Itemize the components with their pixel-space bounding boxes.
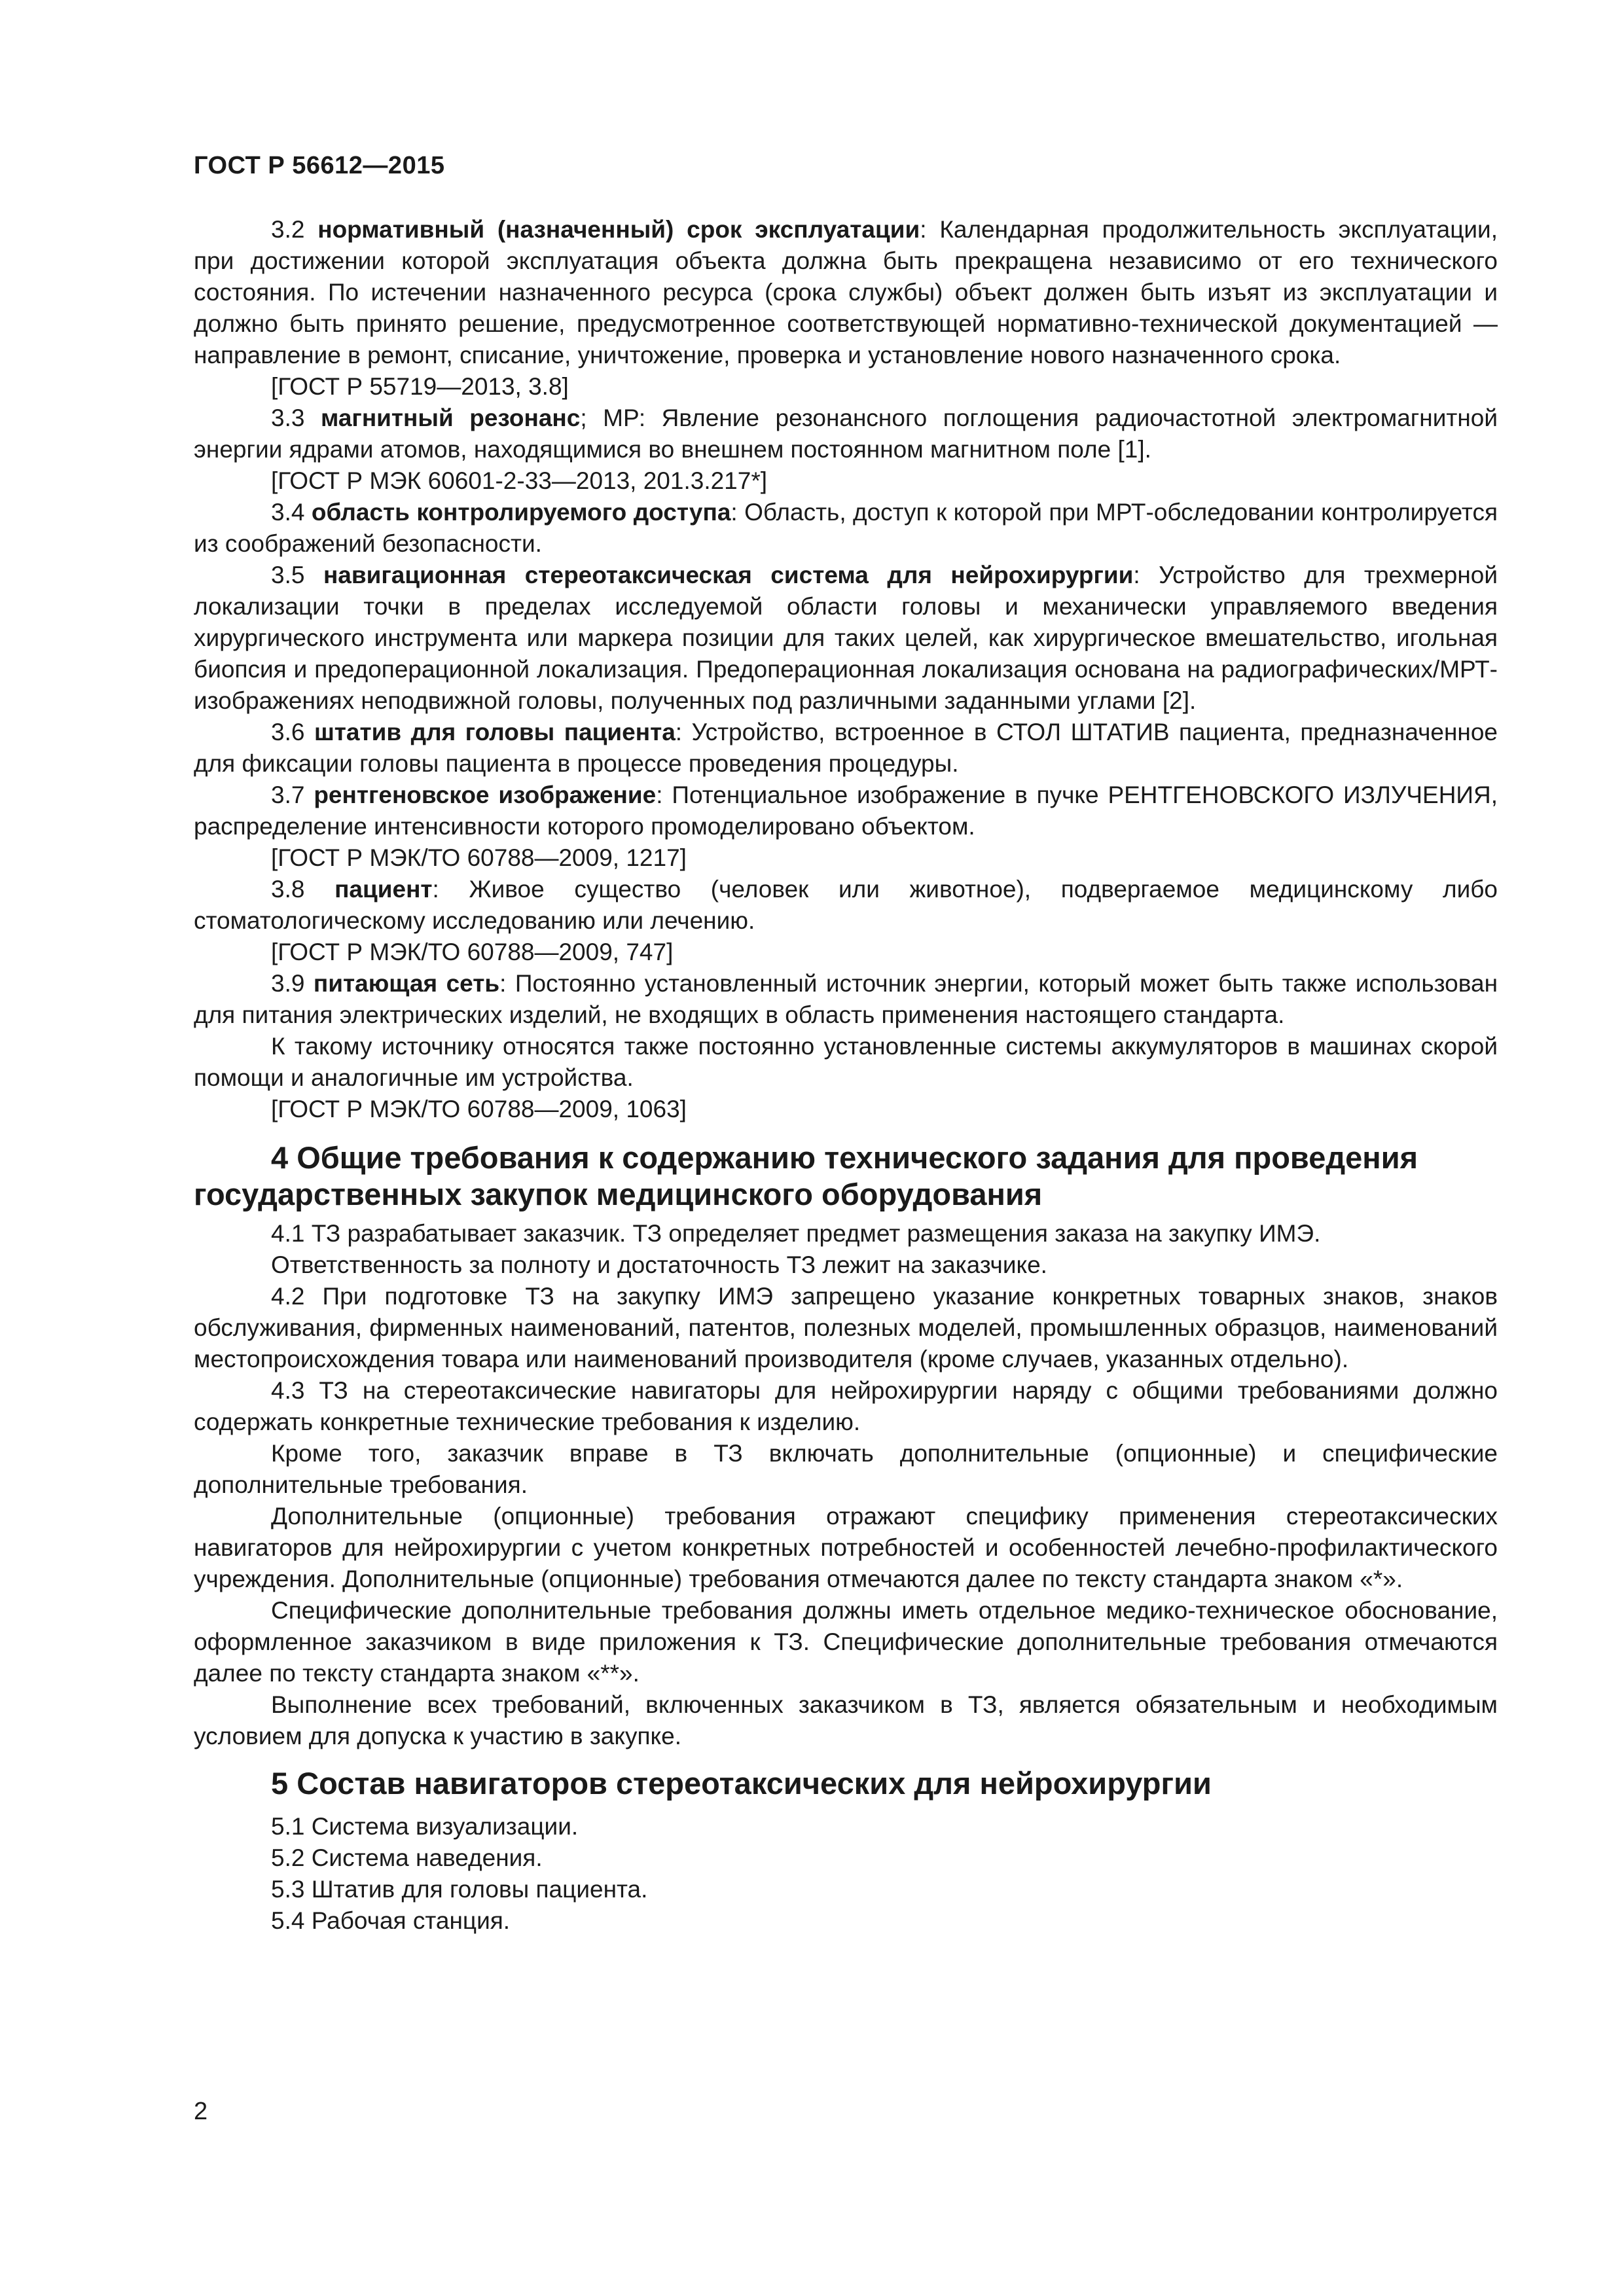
definition-paragraph <box>194 403 1498 465</box>
definition-paragraph <box>194 780 1498 842</box>
body-paragraph: Кроме того, заказчик вправе в ТЗ включать дополнительные (опционные) и специфические дополнительные требования. <box>194 1440 1498 1498</box>
definition-text: Устройство для трехмерной локализации точки в пределах исследуемой области головы и механически управляемого введения хирургического инструмента или маркера позиции для таких целей, как хирургическое вмешательство, игольная биопсия и предоперационной локализация. Предоперационная локализация основана на радиографических/МРТ-изображениях неподвижной головы, полученных под различными заданными углами [2]. <box>194 562 1498 714</box>
body-paragraph: Ответственность за полноту и достаточность ТЗ лежит на заказчике. <box>271 1251 1047 1278</box>
defined-term: область контролируемого доступа <box>311 499 731 526</box>
definition-paragraph <box>194 497 1498 560</box>
definition-paragraph <box>194 874 1498 937</box>
body-paragraph: Выполнение всех требований, включенных заказчиком в ТЗ, является обязательным и необходимым условием для допуска к участию в закупке. <box>194 1691 1498 1749</box>
term-separator: : <box>656 781 663 808</box>
term-separator: : <box>920 216 927 243</box>
definition-paragraph <box>194 214 1498 371</box>
source-reference: [ГОСТ Р МЭК/ТО 60788—2009, 747] <box>271 939 674 965</box>
document-header: ГОСТ Р 56612—2015 <box>194 152 445 179</box>
clause-number: 3.5 <box>271 562 305 588</box>
defined-term: магнитный резонанс <box>320 404 581 431</box>
clause-number: 3.8 <box>271 876 305 903</box>
body-paragraph: 4.1 ТЗ разрабатывает заказчик. ТЗ определяет предмет размещения заказа на закупку ИМЭ. <box>271 1220 1321 1247</box>
defined-term: пациент <box>334 876 433 903</box>
body-paragraph: 5.2 Система наведения. <box>271 1844 543 1871</box>
definition-text: Живое существо (человек или животное), подвергаемое медицинскому либо стоматологическому исследованию или лечению. <box>194 876 1498 934</box>
page-number: 2 <box>194 2098 208 2125</box>
source-reference: [ГОСТ Р МЭК/ТО 60788—2009, 1217] <box>271 844 687 871</box>
definition-paragraph <box>194 717 1498 780</box>
section-heading: 4 Общие требования к содержанию технического задания для проведения государственных закупок медицинского оборудования <box>194 1140 1418 1211</box>
body-paragraph: К такому источнику относятся также постоянно установленные системы аккумуляторов в машинах скорой помощи и аналогичные им устройства. <box>194 1033 1498 1091</box>
definition-text: Календарная продолжительность эксплуатации, при достижении которой эксплуатация объекта должна быть прекращена независимо от его технического состояния. По истечении назначенного ресурса (срока службы) объект должен быть изъят из эксплуатации и должно быть принято решение, предусмотренное соответствующей нормативно-технической документацией — направление в ремонт, списание, уничтожение, проверка и установление нового назначенного срока. <box>194 216 1498 368</box>
body-paragraph: 4.3 ТЗ на стереотаксические навигаторы для нейрохирургии наряду с общими требованиями должно содержать конкретные технические требования к изделию. <box>194 1377 1498 1435</box>
document-body <box>194 214 1498 1937</box>
defined-term: навигационная стереотаксическая система для нейрохирургии <box>323 562 1134 588</box>
defined-term: нормативный (назначенный) срок эксплуатации <box>317 216 920 243</box>
definition-text: Постоянно установленный источник энергии, который может быть также использован для питания электрических изделий, не входящих в область применения настоящего стандарта. <box>194 970 1498 1028</box>
clause-number: 3.2 <box>271 216 305 243</box>
body-paragraph: Специфические дополнительные требования должны иметь отдельное медико-техническое обоснование, оформленное заказчиком в виде приложения к ТЗ. Специфические дополнительные требования отмечаются далее по тексту стандарта знаком «**». <box>194 1597 1498 1687</box>
source-reference: [ГОСТ Р МЭК 60601-2-33—2013, 201.3.217*] <box>271 467 768 494</box>
body-paragraph: 5.4 Рабочая станция. <box>271 1907 511 1934</box>
definition-text: МР: Явление резонансного поглощения радиочастотной электромагнитной энергии ядрами атомов, находящимися во внешнем постоянном магнитном поле [1]. <box>194 404 1498 463</box>
definition-paragraph <box>194 560 1498 717</box>
definition-text: Устройство, встроенное в СТОЛ ШТАТИВ пациента, предназначенное для фиксации головы пациента в процессе проведения процедуры. <box>194 719 1498 777</box>
defined-term: рентгеновское изображение <box>314 781 657 808</box>
clause-number: 3.3 <box>271 404 305 431</box>
clause-number: 3.9 <box>271 970 305 997</box>
definition-text: Область, доступ к которой при МРТ-обследовании контролируется из соображений безопасности. <box>194 499 1498 557</box>
clause-number: 3.7 <box>271 781 305 808</box>
defined-term: штатив для головы пациента <box>314 719 676 745</box>
source-reference: [ГОСТ Р 55719—2013, 3.8] <box>271 373 569 400</box>
term-separator: : <box>499 970 507 997</box>
term-separator: : <box>675 719 683 745</box>
term-separator: ; <box>580 404 587 431</box>
body-paragraph: 5.1 Система визуализации. <box>271 1813 579 1840</box>
clause-number: 3.6 <box>271 719 305 745</box>
source-reference: [ГОСТ Р МЭК/ТО 60788—2009, 1063] <box>271 1096 687 1122</box>
body-paragraph: Дополнительные (опционные) требования отражают специфику применения стереотаксических навигаторов для нейрохирургии с учетом конкретных потребностей и особенностей лечебно-профилактического учреждения. Дополнительные (опционные) требования отмечаются далее по тексту стандарта знаком «*». <box>194 1503 1498 1592</box>
section-heading: 5 Состав навигаторов стереотаксических для нейрохирургии <box>271 1766 1212 1801</box>
term-separator: : <box>731 499 738 526</box>
body-paragraph: 4.2 При подготовке ТЗ на закупку ИМЭ запрещено указание конкретных товарных знаков, знаков обслуживания, фирменных наименований, патентов, полезных моделей, промышленных образцов, наименований местопроисхождения товара или наименований производителя (кроме случаев, указанных отдельно). <box>194 1283 1498 1372</box>
defined-term: питающая сеть <box>313 970 500 997</box>
body-paragraph: 5.3 Штатив для головы пациента. <box>271 1876 648 1903</box>
clause-number: 3.4 <box>271 499 305 526</box>
definition-text: Потенциальное изображение в пучке РЕНТГЕНОВСКОГО ИЗЛУЧЕНИЯ, распределение интенсивности которого промоделировано объектом. <box>194 781 1498 840</box>
term-separator: : <box>1133 562 1140 588</box>
definition-paragraph <box>194 968 1498 1031</box>
term-separator: : <box>432 876 439 903</box>
